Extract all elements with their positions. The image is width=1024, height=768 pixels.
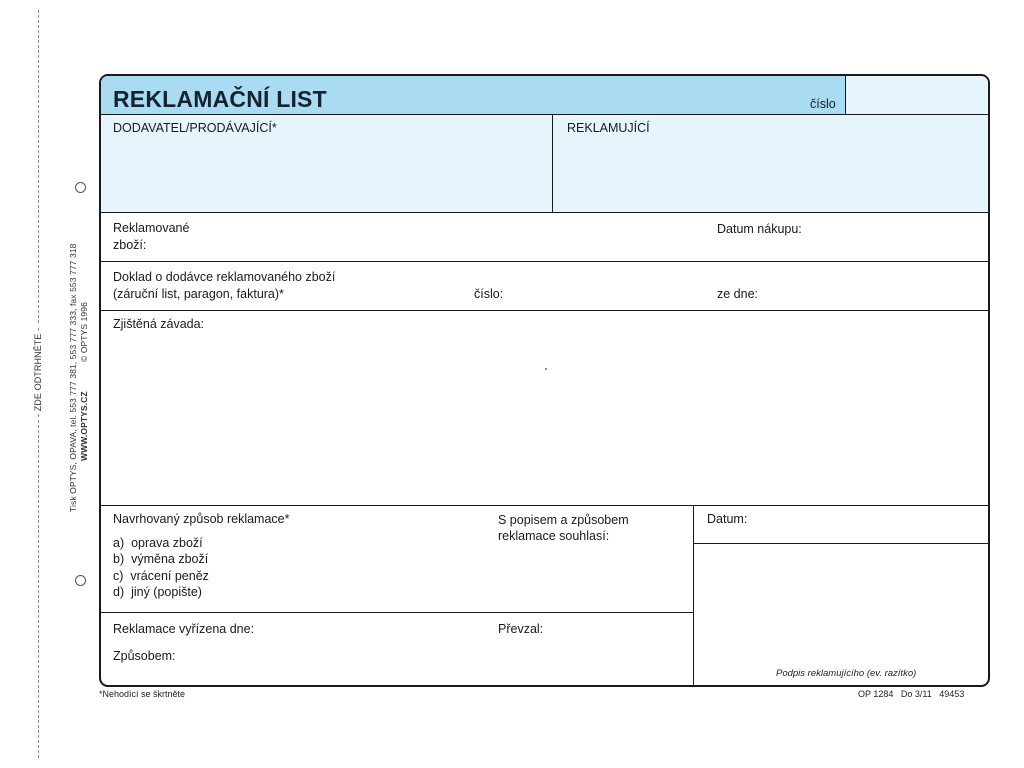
option-text: vrácení peněz <box>130 569 209 583</box>
resolved-date-label: Reklamace vyřízena dne: <box>113 622 255 636</box>
form-title: REKLAMAČNÍ LIST <box>113 86 327 112</box>
method-label: Způsobem: <box>113 649 176 663</box>
option-b[interactable] <box>113 551 208 568</box>
proof-label-line1: Doklad o dodávce reklamovaného zboží <box>113 270 336 284</box>
punch-hole-bottom <box>75 575 86 586</box>
copyright-label: © OPTYS 1996 <box>79 302 89 362</box>
punch-hole-top <box>75 182 86 193</box>
website-label: WWW.OPTYS.CZ <box>79 391 89 461</box>
supplier-field[interactable] <box>101 116 552 212</box>
form-code: OP 1284 Do 3/11 49453 <box>858 689 965 699</box>
speck <box>545 368 547 370</box>
tear-here-label: - ZDE ODTRHNĚTE - <box>33 325 43 420</box>
proposed-method-label: Navrhovaný způsob reklamace* <box>113 512 290 526</box>
option-letter: d) <box>113 585 125 599</box>
printer-info: Tisk OPTYS, OPAVA, tel. 553 777 381, 553 777 333, fax 553 777 318 <box>68 243 78 512</box>
supplier-label: DODAVATEL/PRODÁVAJÍCÍ* <box>113 121 277 135</box>
option-a[interactable] <box>113 535 203 552</box>
proof-date-label: ze dne: <box>717 287 759 301</box>
goods-field[interactable] <box>191 214 711 260</box>
claimant-field[interactable] <box>554 116 988 212</box>
option-letter: a) <box>113 536 125 550</box>
divider <box>693 505 694 685</box>
divider <box>101 612 694 613</box>
option-letter: c) <box>113 569 124 583</box>
agree-label-line2: reklamace souhlasí: <box>498 529 610 543</box>
number-field[interactable] <box>846 76 988 114</box>
divider <box>552 115 553 212</box>
option-letter: b) <box>113 552 125 566</box>
option-text: výměna zboží <box>131 552 209 566</box>
divider <box>101 310 988 311</box>
signature-label: Podpis reklamujícího (ev. razítko) <box>776 668 917 679</box>
proof-number-label: číslo: <box>474 287 504 301</box>
option-text: oprava zboží <box>131 536 203 550</box>
option-d[interactable] <box>113 584 202 601</box>
claimant-label: REKLAMUJÍCÍ <box>567 121 650 135</box>
footer-note: *Nehodící se škrtněte <box>99 689 186 699</box>
divider <box>845 76 846 114</box>
goods-label-line2: zboží: <box>113 238 147 252</box>
divider <box>101 261 988 262</box>
received-by-label: Převzal: <box>498 622 544 636</box>
defect-label: Zjištěná závada: <box>113 317 205 331</box>
goods-label-line1: Reklamované <box>113 221 190 235</box>
defect-field[interactable] <box>101 334 988 504</box>
date-label: Datum: <box>707 512 748 526</box>
signature-field[interactable] <box>696 545 988 683</box>
purchase-date-label: Datum nákupu: <box>717 222 802 236</box>
divider <box>101 212 988 213</box>
option-c[interactable] <box>113 568 209 585</box>
agree-label-line1: S popisem a způsobem <box>498 513 629 527</box>
divider <box>694 543 988 544</box>
proof-label-line2: (záruční list, paragon, faktura)* <box>113 287 284 301</box>
number-label: číslo <box>810 97 836 111</box>
option-text: jiný (popište) <box>131 585 202 599</box>
divider <box>101 505 988 506</box>
claim-form <box>99 74 990 687</box>
